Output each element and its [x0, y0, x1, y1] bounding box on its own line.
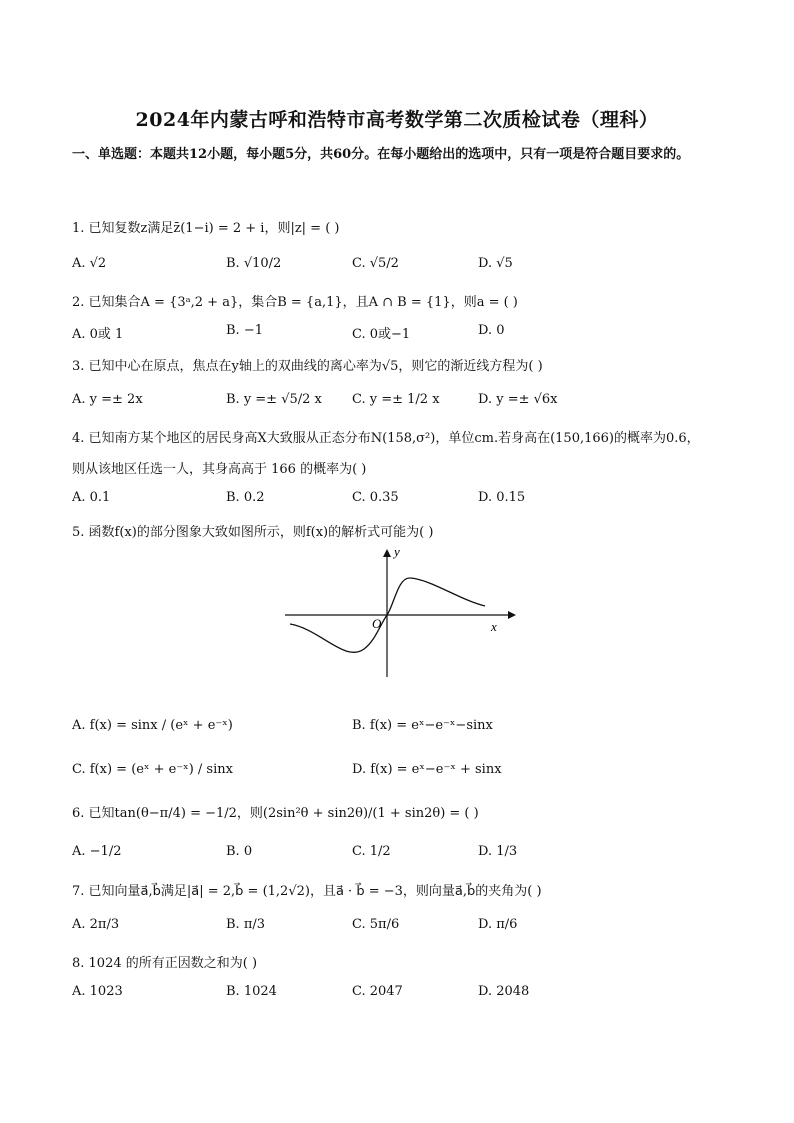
x-axis-arrow: [508, 611, 516, 619]
function-graph: [280, 545, 520, 689]
question-3-option-a: A. y =± 2x: [72, 392, 143, 407]
question-3-stem: 3. 已知中心在原点，焦点在y轴上的双曲线的离心率为√5，则它的渐近线方程为( ): [72, 359, 543, 374]
question-7-option-b: B. π/3: [226, 917, 266, 932]
question-6-option-a: A. −1/2: [72, 844, 122, 859]
question-8-option-a: A. 1023: [72, 984, 123, 999]
question-6-option-b: B. 0: [226, 844, 253, 859]
question-2-option-b: B. −1: [226, 323, 263, 338]
question-6-stem: 6. 已知tan(θ−π/4) = −1/2，则(2sin²θ + sin2θ)/(1 + sin2θ) = ( ): [72, 806, 479, 821]
question-4-option-b: B. 0.2: [226, 490, 265, 505]
question-8-option-b: B. 1024: [226, 984, 277, 999]
question-2-stem: 2. 已知集合A = {3ᵃ,2 + a}，集合B = {a,1}，且A ∩ B = {1}，则a = ( ): [72, 295, 518, 310]
question-4-stem-line-1: 4. 已知南方某个地区的居民身高X大致服从正态分布N(158,σ²)，单位cm.若身高在(150,166)的概率为0.6，: [72, 431, 700, 446]
question-6-option-c: C. 1/2: [352, 844, 391, 859]
function-graph-svg: [280, 545, 520, 685]
question-4-option-c: C. 0.35: [352, 490, 399, 505]
question-1-option-a: A. √2: [72, 256, 107, 271]
y-axis-label: y: [394, 545, 400, 559]
question-8-option-c: C. 2047: [352, 984, 403, 999]
question-1-option-c: C. √5/2: [352, 256, 399, 271]
question-3-option-c: C. y =± 1/2 x: [352, 392, 440, 407]
question-5-option-c: C. f(x) = (eˣ + e⁻ˣ) / sinx: [72, 762, 233, 777]
question-7-option-a: A. 2π/3: [72, 917, 120, 932]
question-8-stem: 8. 1024 的所有正因数之和为( ): [72, 956, 258, 971]
question-2-option-c: C. 0或−1: [352, 327, 411, 342]
question-5-stem: 5. 函数f(x)的部分图象大致如图所示，则f(x)的解析式可能为( ): [72, 525, 434, 540]
question-3-option-b: B. y =± √5/2 x: [226, 392, 322, 407]
question-5-option-a: A. f(x) = sinx / (eˣ + e⁻ˣ): [72, 718, 233, 733]
question-7-option-c: C. 5π/6: [352, 917, 400, 932]
question-3-option-d: D. y =± √6x: [478, 392, 558, 407]
question-8-option-d: D. 2048: [478, 984, 530, 999]
question-1-option-b: B. √10/2: [226, 256, 282, 271]
question-6-option-d: D. 1/3: [478, 844, 518, 859]
x-axis-label: x: [491, 619, 497, 634]
question-1-option-d: D. √5: [478, 256, 513, 271]
question-2-option-d: D. 0: [478, 323, 505, 338]
question-5-option-b: B. f(x) = eˣ−e⁻ˣ−sinx: [352, 718, 493, 733]
question-1-stem: 1. 已知复数z满足z̄(1−i) = 2 + i，则|z| = ( ): [72, 221, 340, 236]
origin-label: O: [372, 616, 382, 631]
question-7-option-d: D. π/6: [478, 917, 518, 932]
question-5-option-d: D. f(x) = eˣ−e⁻ˣ + sinx: [352, 762, 502, 777]
section-heading: 一、单选题：本题共12小题，每小题5分，共60分。在每小题给出的选项中，只有一项是符合题目要求的。: [72, 147, 690, 162]
question-4-stem-line-2: 则从该地区任选一人，其身高高于 166 的概率为( ): [72, 462, 367, 477]
question-2-option-a: A. 0或 1: [72, 327, 124, 342]
y-axis-arrow: [383, 549, 391, 557]
page-title: 2024年内蒙古呼和浩特市高考数学第二次质检试卷（理科）: [135, 109, 659, 131]
question-4-option-d: D. 0.15: [478, 490, 526, 505]
question-4-option-a: A. 0.1: [72, 490, 111, 505]
question-7-stem: 7. 已知向量a⃗,b⃗满足|a⃗| = 2,b⃗ = (1,2√2)，且a⃗ · b⃗ = −3，则向量a⃗,b⃗的夹角为( ): [72, 884, 542, 899]
